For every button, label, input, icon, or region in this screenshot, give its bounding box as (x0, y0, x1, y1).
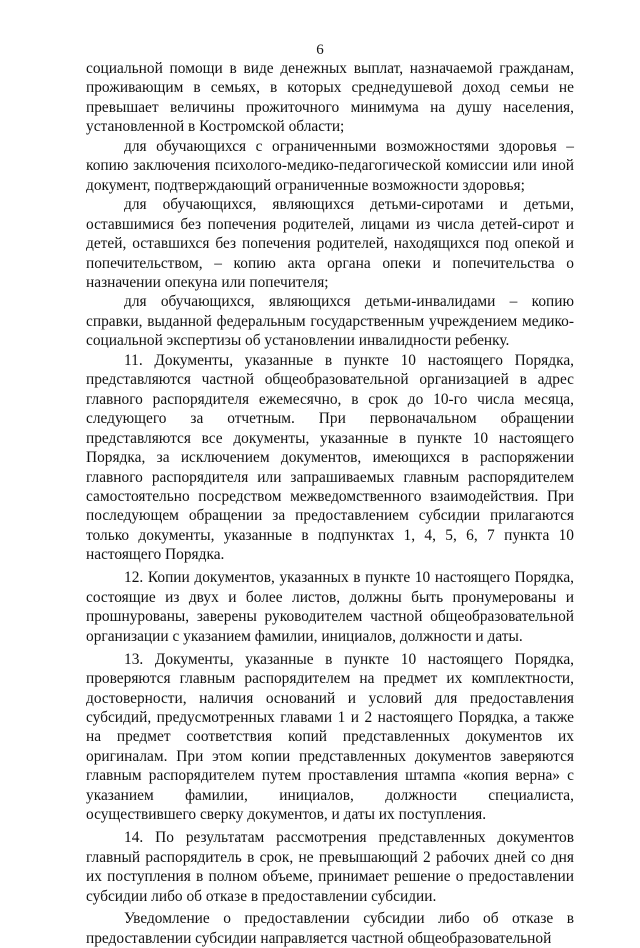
paragraph-notification: Уведомление о предоставлении субсидии либо об отказе в предоставлении субсидии направляется частной общеобразовательной (86, 910, 574, 947)
paragraph-orphans: для обучающихся, являющихся детьми-сиротами и детьми, оставшимися без попечения родителей, лицами из числа детей-сирот и детей, оставшихся без попечения родителей, находящихся под опекой и попечительством, – копию акта органа опеки и попечительства о назначении опекуна или попечителя; (86, 196, 574, 291)
paragraph-limited-health: для обучающихся с ограниченными возможностями здоровья – копию заключения психолого-медико-педагогической комиссии или иной документ, подтверждающий ограниченные возможности здоровья; (86, 137, 574, 194)
paragraph-disabled-children: для обучающихся, являющихся детьми-инвалидами – копию справки, выданной федеральным государственным учреждением медико-социальной экспертизы об установлении инвалидности ребенку. (86, 293, 574, 350)
paragraph-item-12: 12. Копии документов, указанных в пункте 10 настоящего Порядка, состоящие из двух и более листов, должны быть пронумерованы и прошнурованы, заверены руководителем частной общеобразовательной организации с указанием фамилии, инициалов, должности и даты. (86, 569, 574, 645)
paragraph-item-13: 13. Документы, указанные в пункте 10 настоящего Порядка, проверяются главным распорядителем на предмет их комплектности, достоверности, наличия оснований и условий для предоставления субсидий, предусмотренных главами 1 и 2 настоящего Порядка, а также на предмет соответствия копий представленных документов их оригиналам. При этом копии представленных документов заверяются главным распорядителем путем проставления штампа «копия верна» с указанием фамилии, инициалов, должности специалиста, осуществившего сверку документов, и даты их поступления. (86, 650, 574, 824)
page-number: 6 (316, 42, 324, 58)
paragraph-social-assistance-continued: социальной помощи в виде денежных выплат, назначаемой гражданам, проживающим в семьях, в которых среднедушевой доход семьи не превышает величины прожиточного минимума на душу населения, установленной в Костромской области; (86, 60, 574, 136)
paragraph-item-11: 11. Документы, указанные в пункте 10 настоящего Порядка, представляются частной общеобразовательной организацией в адрес главного распорядителя ежемесячно, в срок до 10-го числа месяца, следующего за отчетным. При первоначальном обращении представляются все документы, указанные в пункте 10 настоящего Порядка, за исключением документов, имеющихся в распоряжении главного распорядителя или запрашиваемых главным распорядителем самостоятельно посредством межведомственного взаимодействия. При последующем обращении за предоставлением субсидии прилагаются только документы, указанные в подпунктах 1, 4, 5, 6, 7 пункта 10 настоящего Порядка. (86, 351, 574, 564)
document-body (86, 59, 574, 948)
paragraph-item-14: 14. По результатам рассмотрения представленных документов главный распорядитель в срок, не превышающий 2 рабочих дней со дня их поступления в полном объеме, принимает решение о предоставлении субсидии либо об отказе в предоставлении субсидии. (86, 829, 574, 905)
